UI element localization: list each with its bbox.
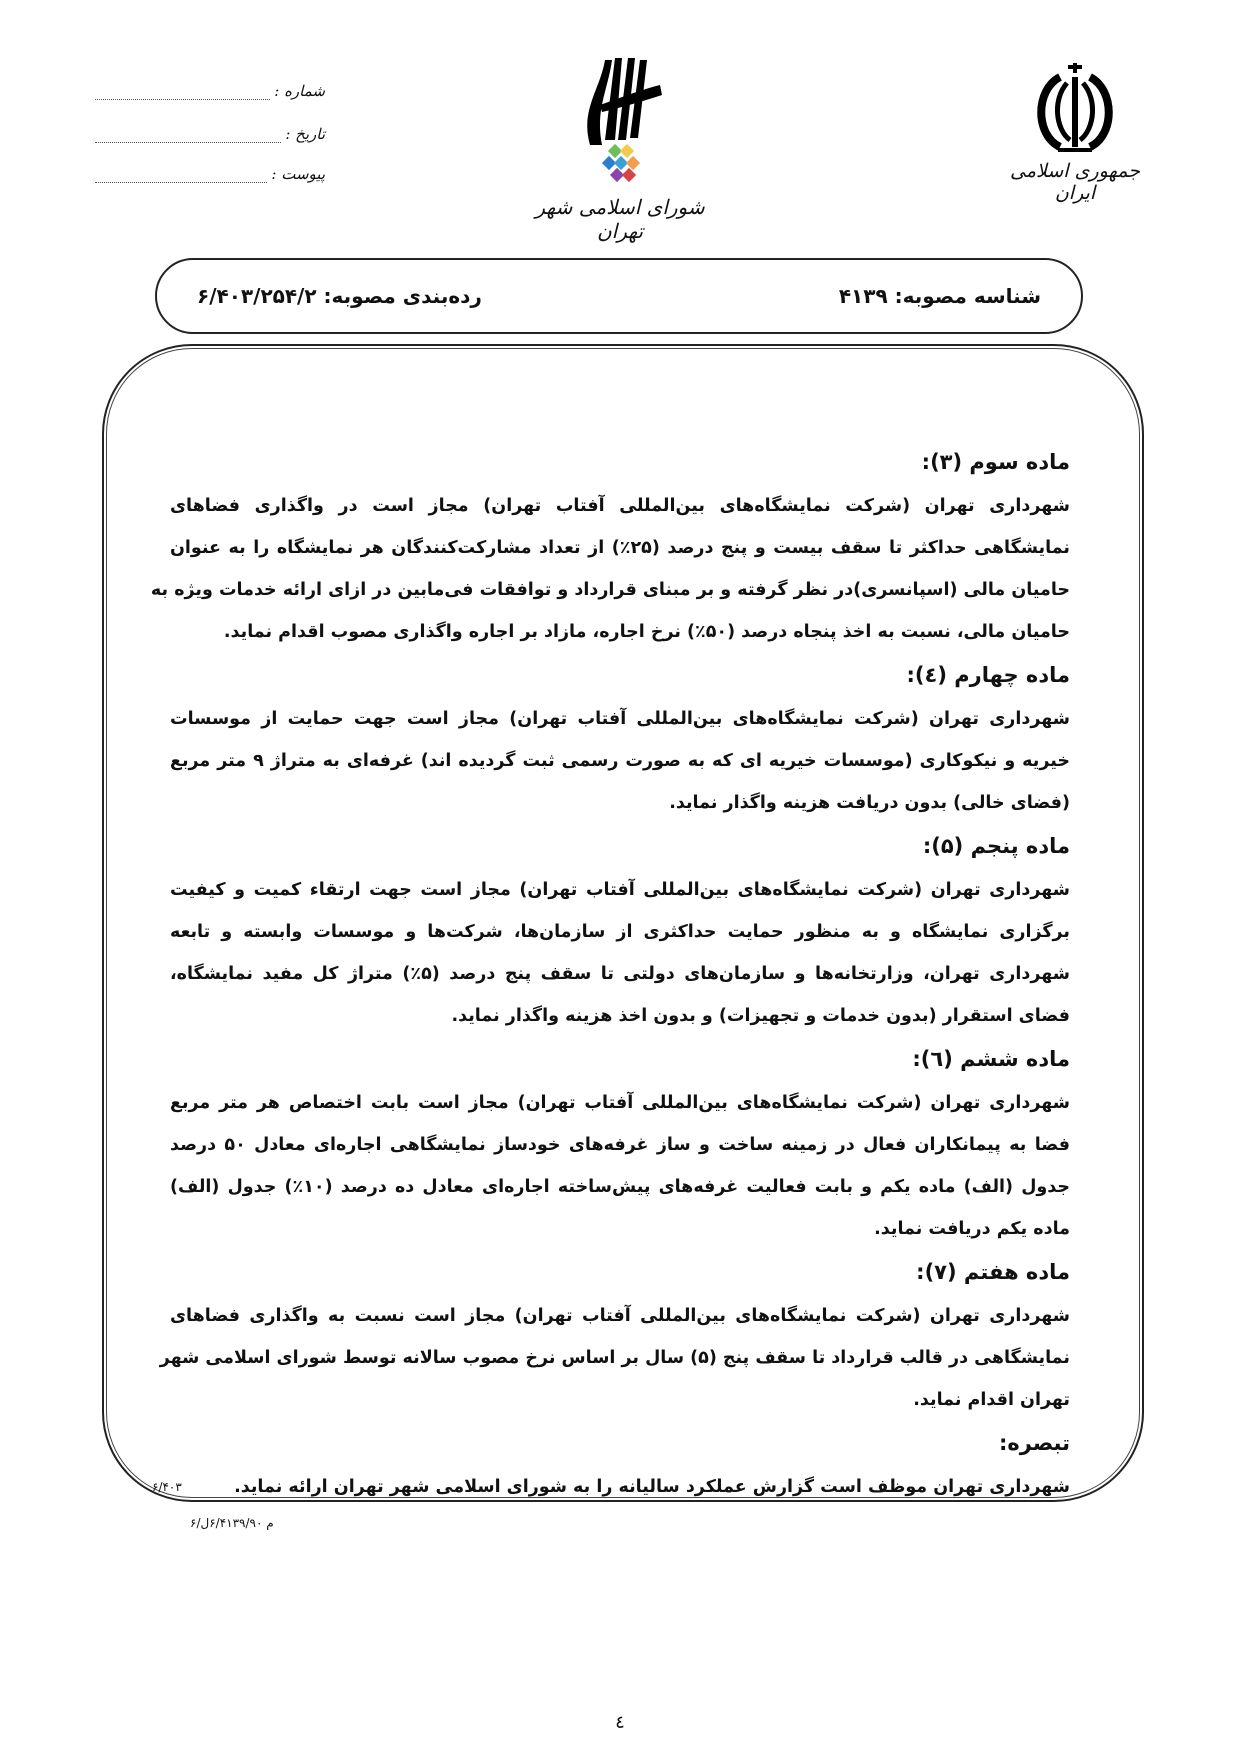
emblem-caption: جمهوری اسلامی ایران — [1010, 160, 1140, 204]
article-line: شهرداری تهران (شرکت نمایشگاه‌های بین‌المللی آفتاب تهران) مجاز است بابت اختصاص هر متر مربع — [170, 1093, 1070, 1113]
date-field — [95, 125, 325, 143]
identifier-box — [155, 258, 1083, 334]
article-heading: ماده پنجم (۵): — [922, 834, 1070, 858]
article-line: ماده یکم دریافت نماید. — [874, 1219, 1070, 1239]
approval-id: شناسه مصوبه: ۴۱۳۹ — [838, 284, 1041, 308]
article-heading: ماده سوم (۳): — [921, 450, 1070, 474]
document-body — [150, 440, 1071, 1538]
note-ref-inline: ۶/۴۰۳ — [152, 1480, 182, 1494]
article-line: فضای استقرار (بدون خدمات و تجهیزات) و بدون اخذ هزینه واگذار نماید. — [451, 1006, 1070, 1026]
article-line: شهرداری تهران (شرکت نمایشگاه‌های بین‌المللی آفتاب تهران) مجاز است در واگذاری فضاهای — [170, 496, 1070, 516]
article-line: تهران اقدام نماید. — [913, 1390, 1070, 1410]
council-caption: شورای اسلامی شهر تهران — [535, 195, 705, 243]
attachment-field — [95, 165, 325, 183]
note-ref-below: م ۶/۴۱۳۹/۹۰ل/۶ — [190, 1516, 274, 1530]
article-line: جدول (الف) ماده یکم و بابت فعالیت غرفه‌های پیش‌ساخته اجاره‌ای معادل ده درصد (۱۰٪) جدول (الف) — [170, 1177, 1070, 1197]
date-label: تاریخ : — [285, 125, 325, 143]
article-heading: ماده هفتم (۷): — [916, 1260, 1070, 1284]
note-text: شهرداری تهران موظف است گزارش عملکرد سالیانه را به شورای اسلامی شهر تهران ارائه نماید. — [234, 1477, 1070, 1497]
article-line: فضا به پیمانکاران فعال در زمینه ساخت و ساز غرفه‌های خودساز نمایشگاهی اجاره‌ای معادل ۵۰ درصد — [170, 1135, 1070, 1155]
article-line: نمایشگاهی در قالب قرارداد تا سقف پنج (۵) سال بر اساس نرخ مصوب سالانه توسط شورای اسلامی شهر — [159, 1348, 1070, 1368]
article-line: شهرداری تهران (شرکت نمایشگاه‌های بین‌المللی آفتاب تهران) مجاز است جهت ارتقاء کمیت و کیفیت — [170, 880, 1070, 900]
note-line — [152, 1466, 1070, 1508]
iran-emblem-icon — [1020, 55, 1130, 165]
attachment-label: پیوست : — [271, 165, 325, 183]
number-label: شماره : — [274, 82, 325, 100]
tehran-council-logo-icon — [560, 50, 680, 190]
article-line: شهرداری تهران (شرکت نمایشگاه‌های بین‌المللی آفتاب تهران) مجاز است جهت حمایت از موسسات — [170, 709, 1070, 729]
article-line: خیریه و نیکوکاری (موسسات خیریه ای که به صورت رسمی ثبت گردیده اند) غرفه‌ای به متراژ ۹ متر مربع — [170, 751, 1071, 771]
article-line: (فضای خالی) بدون دریافت هزینه واگذار نماید. — [669, 793, 1070, 813]
article-line: شهرداری تهران (شرکت نمایشگاه‌های بین‌المللی آفتاب تهران) مجاز است نسبت به واگذاری فضاهای — [170, 1306, 1070, 1326]
number-blank — [95, 89, 270, 100]
number-field — [95, 82, 325, 100]
article-line: نمایشگاهی حداکثر تا سقف بیست و پنج درصد (۲۵٪) از تعداد مشارکت‌کنندگان هر نمایشگاه را به عنوان — [170, 538, 1071, 558]
article-line: حامیان مالی، نسبت به اخذ پنجاه درصد (۵۰٪) نرخ اجاره، مازاد بر اجاره واگذاری مصوب اقدام نماید. — [223, 622, 1070, 642]
attachment-blank — [95, 172, 267, 183]
page-number: ٤ — [615, 1712, 625, 1733]
note-heading: تبصره: — [998, 1431, 1070, 1455]
approval-classification: رده‌بندی مصوبه: ۶/۴۰۳/۲۵۴/۲ — [197, 284, 482, 308]
date-blank — [95, 132, 281, 143]
article-line: برگزاری نمایشگاه و به منظور حمایت حداکثری از سازمان‌ها، شرکت‌ها و موسسات وابسته و تابعه — [170, 922, 1070, 942]
article-heading: ماده چهارم (٤): — [906, 663, 1070, 687]
article-heading: ماده ششم (٦): — [912, 1047, 1070, 1071]
article-line: حامیان مالی (اسپانسری)در نظر گرفته و بر مبنای قرارداد و توافقات فی‌مابین در ازای ارائه خدمات ویژه به — [150, 580, 1070, 600]
article-line: شهرداری تهران، وزارتخانه‌ها و سازمان‌های دولتی تا سقف پنج درصد (۵٪) متراژ کل مفید نمایشگاه، — [170, 964, 1070, 984]
